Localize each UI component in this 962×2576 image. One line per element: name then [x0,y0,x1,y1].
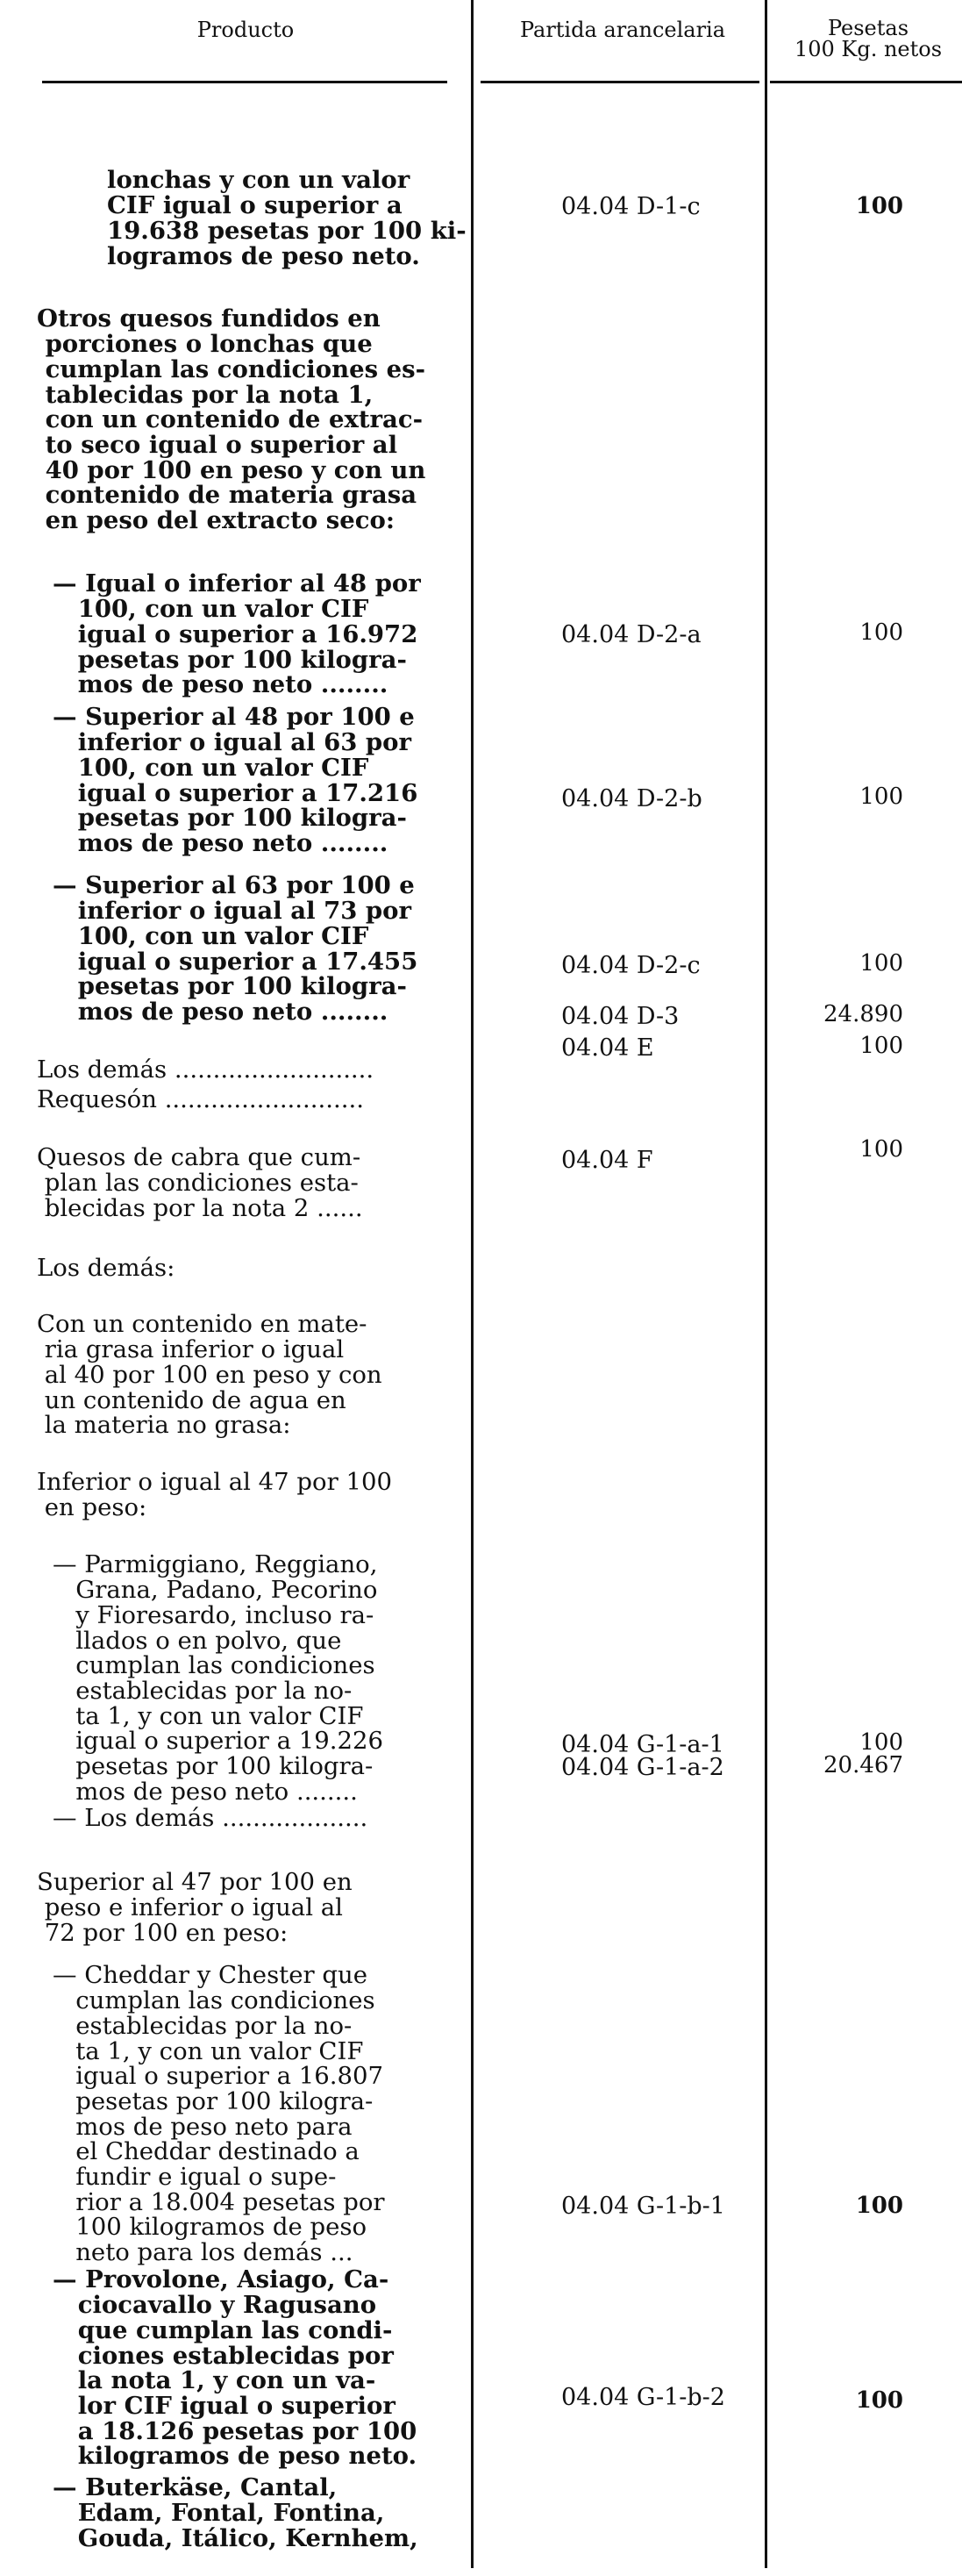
product-text: — Superior al 48 por 100 e inferior o igual al 63 por 100, con un valor CIF igual o superior a 17.216 pesetas por 100 kilogra- mos de peso neto ........ [53,703,418,857]
partida-code: 04.04 D-2-a [561,621,702,648]
product-text: Otros quesos fundidos en porciones o lonchas que cumplan las condiciones es- tablecidas por la nota 1, con un contenido de extrac- to seco igual o superior al 40 por 100 en peso y con un contenido de materia grasa en peso del extracto seco: [37,304,426,535]
column-header-producto: Producto [196,18,295,42]
partida-code: 04.04 F [561,1147,653,1174]
product-text: — Parmiggiano, Reggiano, Grana, Padano, Pecorino y Fioresardo, incluso ra- llados o en polvo, que cumplan las condiciones establecidas por la no- ta 1, y con un valor CIF igual o superior a 19.226 pesetas por 100 kilogra- mos de peso neto ........ [53,1550,384,1806]
pesetas-value: 24.890 [823,1001,903,1027]
product-text: Quesos de cabra que cum- plan las condiciones esta- blecidas por la nota 2 ...... [37,1143,363,1222]
partida-code: 04.04 D-1-c [561,193,701,220]
column-header-partida: Partida arancelaria [519,18,726,42]
partida-code: 04.04 G-1-a-1 [561,1731,724,1758]
product-text: Los demás .......................... [37,1055,374,1084]
column-header-pesetas-line2: 100 Kg. netos [794,37,943,61]
partida-code: 04.04 D-2-c [561,952,701,979]
header-rule-pesetas [770,81,962,83]
product-text: lonchas y con un valor CIF igual o superior a 19.638 pesetas por 100 ki- logramos de peso neto. [107,166,467,270]
product-text: — Superior al 63 por 100 e inferior o igual al 73 por 100, con un valor CIF igual o superior a 17.455 pesetas por 100 kilogra- mos de peso neto ........ [53,871,418,1026]
pesetas-value: 100 [855,2387,903,2414]
pesetas-value: 100 [859,1033,903,1059]
pesetas-value: 100 [859,1729,903,1756]
pesetas-value: 100 [855,2193,903,2219]
pesetas-value: 100 [859,1136,903,1163]
pesetas-value: 100 [855,193,903,219]
pesetas-value: 20.467 [823,1752,903,1778]
column-header-pesetas-line1: Pesetas [827,16,909,40]
column-divider-right [765,0,767,2568]
pesetas-value: 100 [859,950,903,977]
product-text: — Los demás ................... [53,1804,368,1833]
product-text: Con un contenido en mate- ria grasa inferior o igual al 40 por 100 en peso y con un contenido de agua en la materia no grasa: [37,1310,382,1440]
product-text: Inferior o igual al 47 por 100 en peso: [37,1468,392,1522]
product-text: — Cheddar y Chester que cumplan las condiciones establecidas por la no- ta 1, y con un valor CIF igual o superior a 16.807 pesetas por 100 kilogra- mos de peso neto para el Cheddar destinado a fundir e igual o supe- rior a 18.004 pesetas por 100 kilogramos de peso neto para los demás ... [53,1961,385,2267]
product-text: Requesón .......................... [37,1085,364,1114]
partida-code: 04.04 D-3 [561,1003,680,1030]
partida-code: 04.04 E [561,1034,654,1062]
pesetas-value: 100 [859,784,903,810]
product-text: Superior al 47 por 100 en peso e inferior o igual al 72 por 100 en peso: [37,1868,353,1947]
header-rule-partida [481,81,759,83]
partida-code: 04.04 G-1-b-2 [561,2384,725,2411]
column-divider-left [471,0,474,2568]
product-text: — Buterkäse, Cantal, Edam, Fontal, Fontina, Gouda, Itálico, Kernhem, [53,2473,418,2552]
product-text: Los demás: [37,1254,175,1283]
product-text: — Igual o inferior al 48 por 100, con un valor CIF igual o superior a 16.972 pesetas por 100 kilogra- mos de peso neto ........ [53,569,421,699]
column-header-pesetas [776,18,960,60]
partida-code: 04.04 G-1-b-1 [561,2193,725,2220]
partida-code: 04.04 G-1-a-2 [561,1754,724,1781]
product-text: — Provolone, Asiago, Ca- ciocavallo y Ragusano que cumplan las condi- ciones establecidas por la nota 1, y con un va- lor CIF igual o superior a 18.126 pesetas por 100 kilogramos de peso neto. [53,2265,417,2471]
pesetas-value: 100 [859,619,903,646]
header-rule-producto [42,81,447,83]
partida-code: 04.04 D-2-b [561,785,702,812]
